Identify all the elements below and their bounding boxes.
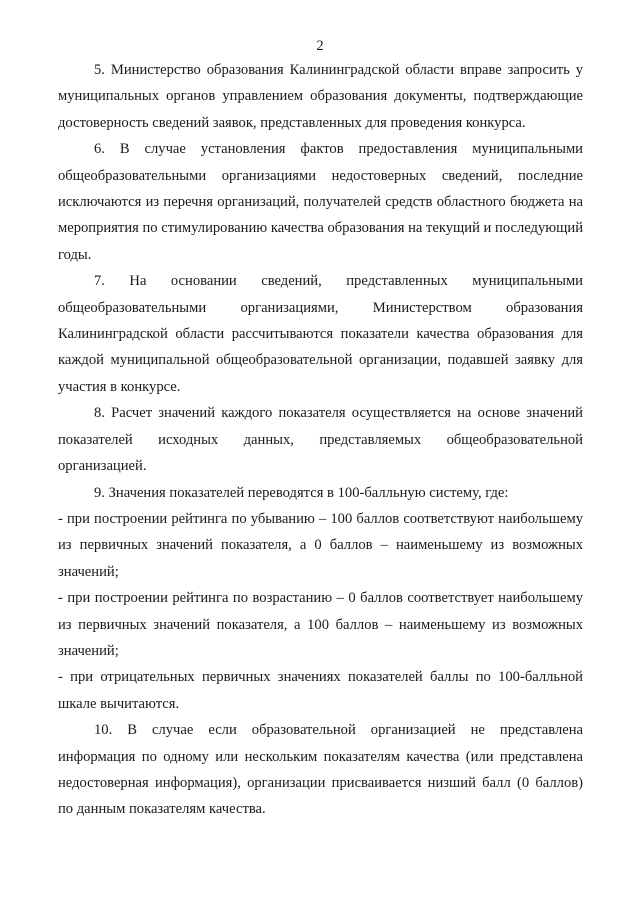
paragraph-5: 5. Министерство образования Калининградской области вправе запросить у муниципальных органов управлением образования документы, подтверждающие достоверность сведений заявок, представленных для проведения конкурса.	[58, 62, 583, 131]
document-body	[58, 57, 583, 823]
list-item-ascending: - при построении рейтинга по возрастанию – 0 баллов соответствует наибольшему из первичных значений показателя, а 100 баллов – наименьшему из возможных значений;	[58, 590, 583, 659]
paragraph-10: 10. В случае если образовательной организацией не представлена информация по одному или нескольким показателям качества (или представлена недостоверная информация), организации присваивается низший балл (0 баллов) по данным показателям качества.	[58, 722, 583, 818]
list-item-descending: - при построении рейтинга по убыванию – 100 баллов соответствуют наибольшему из первичных значений показателя, а 0 баллов – наименьшему из возможных значений;	[58, 510, 583, 580]
page-number: 2	[316, 38, 324, 54]
paragraph-7: 7. На основании сведений, представленных муниципальными общеобразовательными организациями, Министерством образования Калининградской области рассчитываются показатели качества образования для каждой муниципальной общеобразовательной организации, подавшей заявку для участия в конкурсе.	[58, 273, 583, 395]
paragraph-9: 9. Значения показателей переводятся в 100-балльную систему, где:	[94, 484, 509, 501]
list-item-negative: - при отрицательных первичных значениях показателей баллы по 100-балльной шкале вычитаются.	[58, 669, 583, 712]
paragraph-6: 6. В случае установления фактов предоставления муниципальными общеобразовательными организациями недостоверных сведений, последние исключаются из перечня организаций, получателей средств областного бюджета на мероприятия по стимулированию качества образования на текущий и последующий годы.	[58, 141, 584, 263]
paragraph-8: 8. Расчет значений каждого показателя осуществляется на основе значений показателей исходных данных, представляемых общеобразовательной организацией.	[58, 405, 583, 475]
